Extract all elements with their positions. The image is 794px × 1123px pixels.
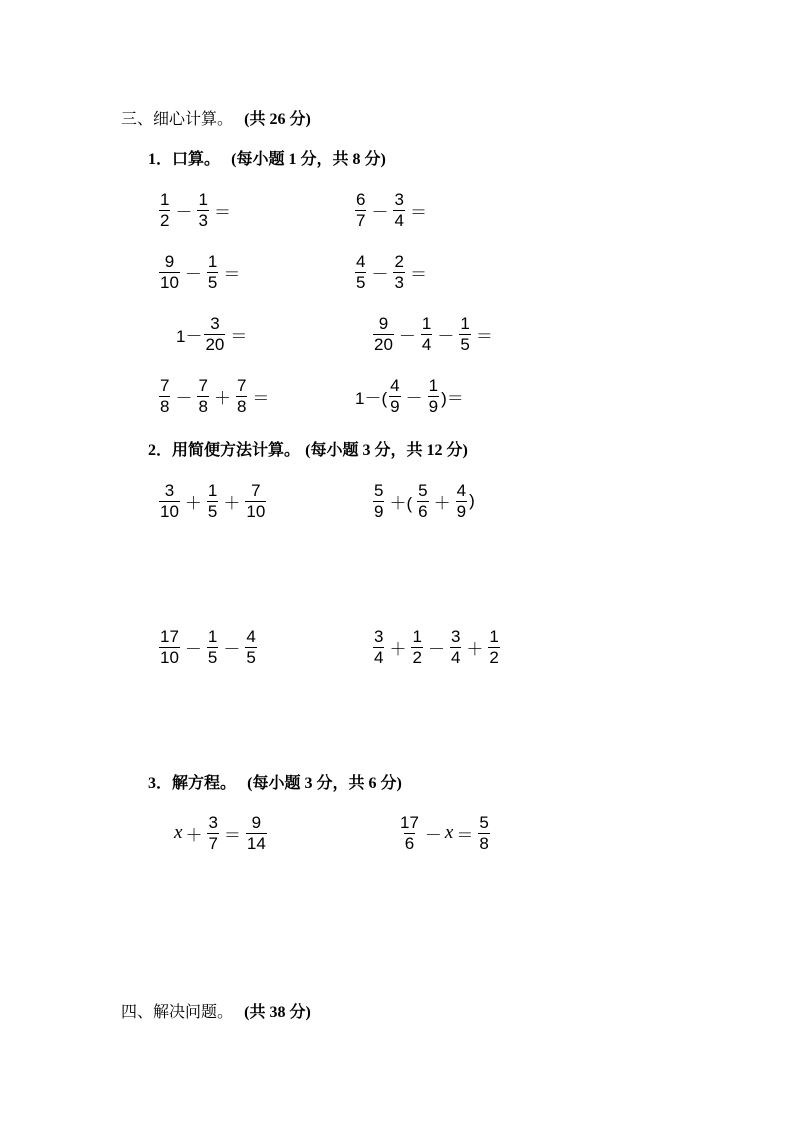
operator: ＋ (466, 639, 484, 659)
numerator: 4 (456, 480, 467, 500)
numerator: 1 (160, 189, 170, 209)
denominator: 14 (246, 833, 266, 853)
denominator: 2 (489, 647, 499, 667)
denominator: 10 (160, 272, 179, 292)
denominator: 4 (394, 210, 404, 230)
denominator: 9 (374, 501, 384, 521)
fraction (236, 377, 247, 416)
operator: ＝ (409, 202, 427, 222)
numerator: 1 (489, 626, 499, 646)
operator: － (223, 639, 241, 659)
numerator: 7 (198, 375, 208, 395)
denominator: 7 (208, 833, 218, 853)
q2-label: 2．用简便方法计算。 (148, 442, 301, 459)
fraction (373, 315, 394, 354)
q1-expression (157, 188, 234, 232)
q1-expression (355, 374, 464, 418)
numerator: 3 (208, 812, 218, 832)
numerator: 7 (236, 375, 247, 395)
q1-expression (371, 312, 496, 356)
operator: ＋ (433, 493, 451, 513)
denominator: 8 (479, 833, 489, 853)
denominator: 2 (412, 647, 422, 667)
section3-title: 三、细心计算。 (121, 109, 234, 128)
q1-expression (157, 250, 243, 294)
denominator: 8 (198, 396, 208, 416)
fraction (355, 191, 366, 230)
fraction (204, 315, 225, 354)
operator: － (175, 388, 193, 408)
numerator: 17 (400, 812, 419, 832)
fraction (159, 191, 170, 230)
fraction (389, 377, 400, 416)
numerator: 3 (374, 626, 384, 646)
operator: ＝ (456, 825, 474, 845)
q2-expression (157, 625, 259, 669)
q3-expression (397, 811, 492, 855)
denominator: 3 (394, 272, 404, 292)
fraction (245, 482, 266, 521)
fraction (488, 628, 499, 667)
fraction (159, 628, 180, 667)
numerator: 7 (160, 375, 170, 395)
operator: － (424, 825, 442, 845)
numerator: 17 (160, 626, 179, 646)
fraction (159, 253, 180, 292)
numerator: 5 (479, 812, 489, 832)
section4-title: 四、解决问题。 (121, 1002, 234, 1021)
fraction (393, 253, 404, 292)
denominator: 4 (450, 647, 461, 667)
denominator: 5 (207, 272, 218, 292)
numerator: 3 (210, 313, 220, 333)
fraction (355, 253, 366, 292)
denominator: 5 (207, 647, 218, 667)
operator: ＋ (223, 493, 241, 513)
numerator: 1 (421, 313, 432, 333)
numerator: 9 (164, 251, 175, 271)
operator: － (371, 202, 389, 222)
q2-note: (每小题 3 分，共 12 分) (305, 442, 468, 459)
section4-score: (共 38 分) (244, 1004, 311, 1021)
operator: － (175, 202, 193, 222)
fraction (207, 628, 218, 667)
q2-expression (157, 479, 268, 523)
numerator: 9 (378, 313, 389, 333)
fraction (207, 482, 218, 521)
numerator: 1 (207, 251, 218, 271)
q3-heading (148, 773, 402, 794)
operator: ＋ (213, 388, 231, 408)
numerator: 3 (164, 480, 175, 500)
denominator: 5 (207, 501, 218, 521)
q1-expression (157, 374, 272, 418)
fraction (197, 377, 208, 416)
denominator: 9 (428, 396, 439, 416)
denominator: 3 (198, 210, 208, 230)
expression-text: 1－ (176, 326, 203, 346)
operator: － (184, 264, 202, 284)
operator: ＝ (223, 264, 241, 284)
numerator: 3 (450, 626, 461, 646)
denominator: 8 (236, 396, 247, 416)
denominator: 20 (205, 334, 225, 354)
fraction (411, 628, 422, 667)
fraction (393, 191, 404, 230)
variable: x (444, 822, 454, 843)
q1-expression (353, 250, 430, 294)
denominator: 2 (160, 210, 170, 230)
operator: ＋( (389, 493, 413, 513)
numerator: 1 (428, 375, 439, 395)
fraction (373, 628, 384, 667)
operator: ＝ (223, 825, 241, 845)
q3-label: 3．解方程。 (148, 775, 237, 792)
operator: － (437, 326, 455, 346)
operator: ＋ (184, 493, 202, 513)
variable: x (174, 822, 183, 843)
section3-score: (共 26 分) (244, 111, 311, 128)
fraction (456, 482, 467, 521)
operator: ＝ (230, 326, 248, 346)
fraction (246, 814, 267, 853)
operator: － (371, 264, 389, 284)
q1-expression (176, 312, 250, 356)
numerator: 5 (374, 480, 384, 500)
fraction (207, 253, 218, 292)
fraction (373, 482, 384, 521)
fraction (428, 377, 439, 416)
fraction (159, 377, 170, 416)
denominator: 8 (160, 396, 170, 416)
q2-heading (148, 440, 468, 461)
q1-label: 1．口算。 (148, 151, 221, 168)
numerator: 1 (207, 626, 218, 646)
denominator: 20 (374, 334, 393, 354)
operator: － (427, 639, 445, 659)
fraction (459, 315, 470, 354)
denominator: 4 (374, 647, 384, 667)
q2-expression (371, 625, 502, 669)
denominator: 10 (246, 501, 266, 521)
denominator: 7 (356, 210, 366, 230)
fraction (399, 814, 420, 853)
numerator: 1 (460, 313, 470, 333)
denominator: 10 (160, 647, 179, 667)
denominator: 10 (160, 501, 179, 521)
operator: ＋ (389, 639, 407, 659)
operator: ＝ (475, 326, 493, 346)
section4-heading (121, 1002, 311, 1023)
fraction (197, 191, 208, 230)
q3-note: (每小题 3 分，共 6 分) (247, 775, 402, 792)
numerator: 3 (394, 189, 404, 209)
numerator: 5 (418, 480, 428, 500)
fraction (207, 814, 218, 853)
denominator: 9 (390, 396, 400, 416)
q2-expression (371, 479, 475, 523)
numerator: 9 (251, 812, 262, 832)
denominator: 6 (418, 501, 428, 521)
fraction (159, 482, 180, 521)
expression-text: 1－( (355, 388, 388, 408)
denominator: 9 (456, 501, 467, 521)
numerator: 2 (394, 251, 404, 271)
q1-heading (148, 149, 386, 170)
operator: － (405, 388, 423, 408)
operator: － (398, 326, 416, 346)
operator: ＝ (213, 202, 231, 222)
numerator: 6 (356, 189, 366, 209)
denominator: 6 (404, 833, 415, 853)
numerator: 4 (246, 626, 256, 646)
operator: － (184, 639, 202, 659)
numerator: 1 (412, 626, 422, 646)
denominator: 5 (246, 647, 256, 667)
denominator: 4 (421, 334, 432, 354)
operator: ＝ (252, 388, 270, 408)
numerator: 4 (390, 375, 400, 395)
numerator: 1 (198, 189, 208, 209)
q3-expression (174, 811, 269, 855)
expression-text: )＝ (441, 388, 464, 408)
expression-text: ) (469, 491, 475, 510)
fraction (421, 315, 432, 354)
section3-heading (121, 109, 311, 130)
q1-note: (每小题 1 分，共 8 分) (231, 151, 386, 168)
operator: ＝ (409, 264, 427, 284)
fraction (450, 628, 461, 667)
fraction (417, 482, 428, 521)
fraction (478, 814, 489, 853)
denominator: 5 (356, 272, 366, 292)
denominator: 5 (460, 334, 470, 354)
operator: ＋ (185, 825, 203, 845)
numerator: 4 (356, 251, 366, 271)
fraction (245, 628, 256, 667)
numerator: 1 (207, 480, 218, 500)
q1-expression (353, 188, 430, 232)
numerator: 7 (251, 480, 261, 500)
